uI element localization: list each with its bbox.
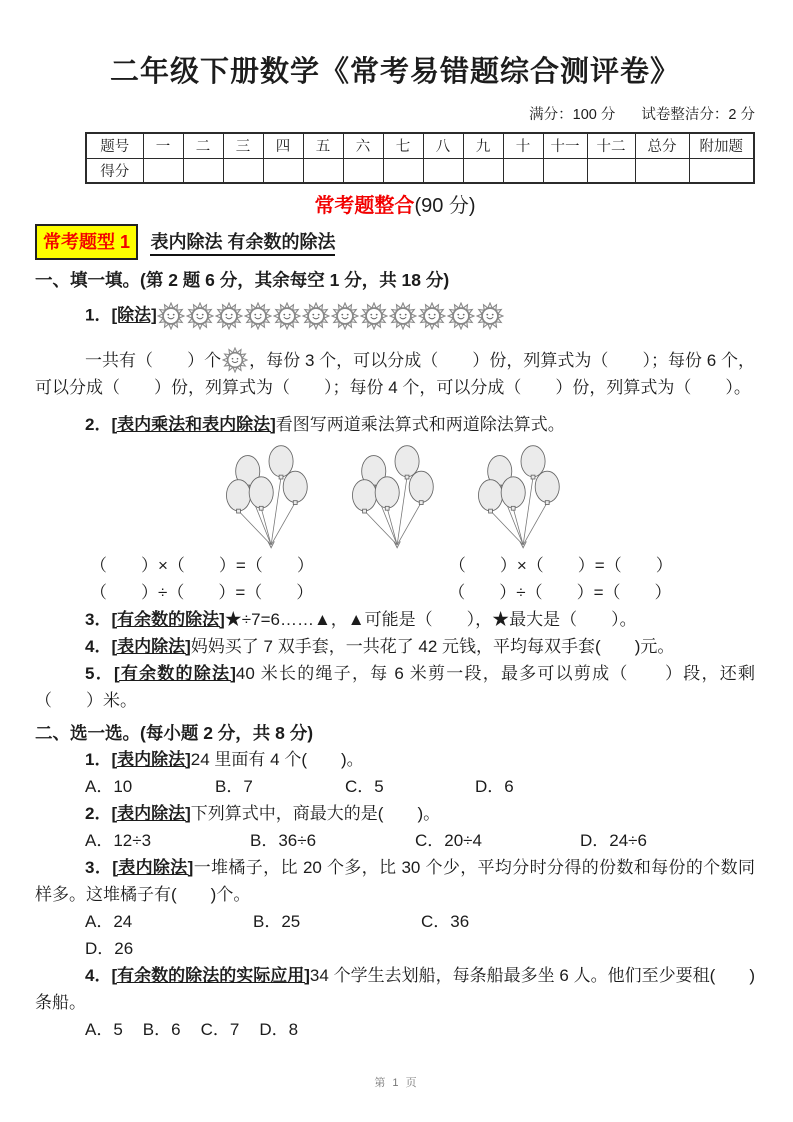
header-cell: 十二 [587,133,635,158]
question-label: [有余数的除法] [111,609,225,629]
option: D．26 [85,938,134,958]
question-text: 看图写两道乘法算式和两道除法算式。 [275,414,565,434]
header-cell: 题号 [86,133,143,158]
sun-icon [157,302,185,330]
header-cell: 五 [303,133,343,158]
question-text: 一堆橘子，比 20 个多，比 30 个少，平均分时分得的份数和每份的个数同样多。这堆橘子有( )个。 [35,857,755,904]
integration-heading-score: (90 分) [414,195,476,217]
part2-q2-options [35,827,755,854]
equation-blank: （ ）÷（ ）=（ ） [448,582,672,602]
question-text: 40 米长的绳子，每 6 米剪一段，最多可以剪成（ ）段，还剩（ ）米。 [35,663,755,710]
option: A．10 [85,776,133,796]
neatness-score-label: 试卷整洁分：2 分 [641,107,755,123]
division-equations-row [35,579,755,606]
equation-blank: （ ）÷（ ）=（ ） [90,582,314,602]
question-number: 3． [85,609,112,629]
equation-blank: （ ）×（ ）=（ ） [90,555,314,575]
question-text: ，每份 3 个，可以分成（ ）份，列算式为（ ）；每份 6 个，可以分成（ ）份，列算式为（ ）；每份 4 个，可以分成（ ）份，列算式为（ ）。 [35,350,755,397]
option: A．24 [85,911,133,931]
question-text: 下列算式中，商最大的是( )。 [190,803,441,823]
question-label: [有余数的除法的实际应用] [111,965,310,985]
header-cell: 二 [183,133,223,158]
option: B．7 [215,776,253,796]
part2-q3-options [35,908,755,962]
question-number: 4． [85,965,112,985]
option: C．20÷4 [415,830,482,850]
question-number: 2． [85,803,112,823]
score-cell [223,158,263,183]
full-score-label: 满分：100 分 [529,107,616,123]
sun-icon [418,302,446,330]
score-cell [463,158,503,183]
part1-q5-text [35,660,755,714]
page-title: 二年级下册数学《常考易错题综合测评卷》 [109,56,680,88]
question-label: [表内除法] [111,803,191,823]
header-cell: 总分 [635,133,689,158]
option: D．6 [475,776,514,796]
question-number: 2． [85,414,112,434]
topic-line [35,224,755,260]
sun-icon [186,302,214,330]
score-table-header-row [86,133,754,158]
topic-badge: 常考题型 1 [35,224,138,260]
sun-icon [244,302,272,330]
integration-heading-red: 常考题整合 [314,195,415,217]
header-cell: 九 [463,133,503,158]
header-cell: 一 [143,133,183,158]
part1-q3-text [35,606,755,633]
option: C．5 [345,776,384,796]
header-cell: 十一 [543,133,587,158]
question-text: 34 个学生去划船，每条船最多坐 6 人。他们至少要租( )条船。 [35,965,756,1012]
sun-icon [302,302,330,330]
score-table [85,132,755,184]
question-label: [表内除法] [111,636,191,656]
option: B．25 [253,911,301,931]
score-row-label: 得分 [86,158,143,183]
sun-icon [360,302,388,330]
score-cell [587,158,635,183]
part2-q1-text [35,746,755,773]
option: A．12÷3 [85,830,152,850]
question-label: [表内乘法和表内除法] [111,414,276,434]
part2-q3-text [35,854,755,908]
question-number: 3． [85,857,113,877]
part2-q2-text [35,800,755,827]
balloon-bunch-image [345,440,445,552]
part1-heading: 一、填一填。(第 2 题 6 分，其余每空 1 分，共 18 分) [35,270,450,290]
header-cell: 六 [343,133,383,158]
option: D．8 [259,1019,299,1039]
option: B．36÷6 [250,830,317,850]
question-label: [除法] [111,305,157,325]
header-cell: 八 [423,133,463,158]
question-text: 一共有（ ）个 [85,350,222,370]
question-text: 妈妈买了 7 双手套，一共花了 42 元钱，平均每双手套( )元。 [190,636,675,656]
balloon-bunch-image [471,440,571,552]
sun-icon [331,302,359,330]
part2-q4-text [35,962,755,1016]
question-number: 1． [85,305,112,325]
balloon-bunch-image [219,440,319,552]
score-cell [635,158,689,183]
part2-q1-options [35,773,755,800]
score-cell [183,158,223,183]
question-number: 4． [85,636,112,656]
sun-icon [476,302,504,330]
equation-blank: （ ）×（ ）=（ ） [448,555,673,575]
score-cell [143,158,183,183]
page-number: 第 1 页 [374,1077,419,1089]
header-cell: 附加题 [689,133,754,158]
score-cell [543,158,587,183]
sun-row [157,299,505,333]
part1-q1-header [35,298,755,333]
option: C．36 [421,911,470,931]
score-cell [503,158,543,183]
option: C．7 [200,1019,240,1039]
question-text: 24 里面有 4 个( )。 [190,749,364,769]
question-text: ★÷7=6……▲，▲可能是（ ），★最大是（ ）。 [224,609,637,629]
header-cell: 七 [383,133,423,158]
option: A．5 [85,1019,123,1039]
score-cell [689,158,754,183]
option: D．24÷6 [580,830,647,850]
part1-q2-text [35,411,755,438]
balloon-illustration [35,440,755,552]
question-label: [表内除法] [112,857,194,877]
question-number: 5． [85,663,114,683]
part2-q4-options [35,1016,755,1043]
integration-heading [35,194,755,218]
score-cell [263,158,303,183]
part2-heading: 二、选一选。(每小题 2 分，共 8 分) [35,722,314,743]
score-table-score-row [86,158,754,183]
header-cell: 四 [263,133,303,158]
multiplication-equations-row [35,552,755,579]
sun-icon [215,302,243,330]
score-cell [303,158,343,183]
score-cell [383,158,423,183]
question-label: [有余数的除法] [113,663,236,683]
paper-meta [35,106,755,124]
topic-title: 表内除法 有余数的除法 [150,232,335,256]
header-cell: 三 [223,133,263,158]
sun-icon [273,302,301,330]
sun-icon [447,302,475,330]
part1-q4-text [35,633,755,660]
sun-icon [389,302,417,330]
header-cell: 十 [503,133,543,158]
score-cell [423,158,463,183]
part1-q1-text [35,347,755,401]
question-number: 1． [85,749,112,769]
score-cell [343,158,383,183]
sun-icon [222,347,248,373]
question-label: [表内除法] [111,749,191,769]
option: B．6 [142,1019,181,1039]
